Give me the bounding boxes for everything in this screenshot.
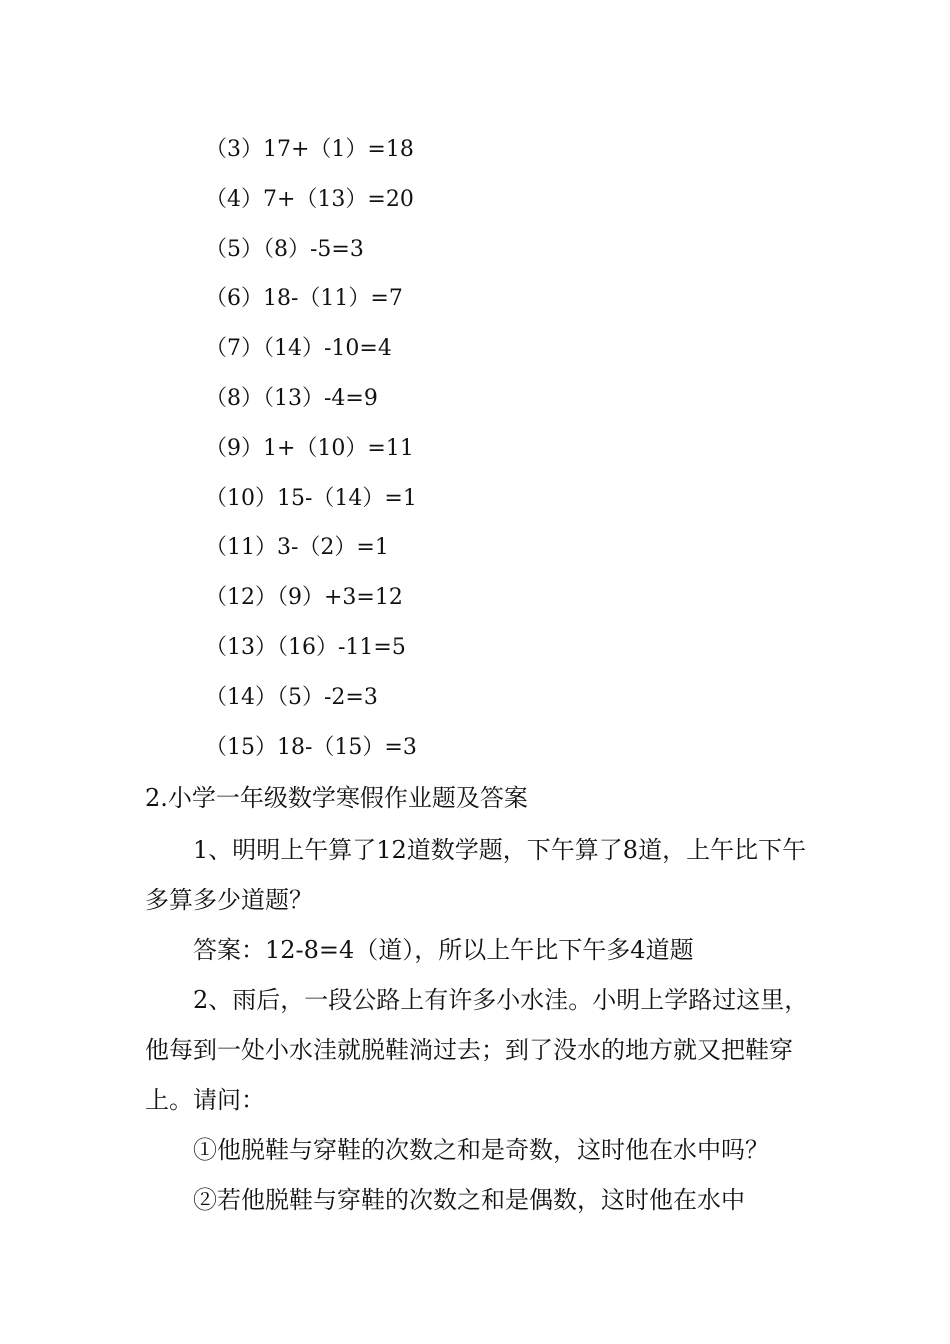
equation-line: （8）（13）-4=9 bbox=[205, 385, 378, 411]
equation-line: （7）（14）-10=4 bbox=[205, 336, 392, 362]
equation-line: （12）（9）+3=12 bbox=[205, 585, 403, 611]
section-heading: 2.小学一年级数学寒假作业题及答案 bbox=[145, 784, 528, 812]
section-homework bbox=[145, 775, 810, 1225]
equation-line: （5）（8）-5=3 bbox=[205, 236, 364, 262]
equation-line: （11）3-（2）=1 bbox=[205, 535, 389, 561]
equation-list bbox=[205, 128, 765, 775]
equation-line: （9）1+（10）=11 bbox=[205, 435, 414, 461]
question-1: 1、明明上午算了12道数学题，下午算了8道，上午比下午多算多少道题？ bbox=[145, 836, 807, 914]
equation-line: （13）（16）-11=5 bbox=[205, 634, 406, 660]
equation-line: （10）15-（14）=1 bbox=[205, 485, 417, 511]
equation-line: （3）17+（1）=18 bbox=[205, 137, 414, 162]
equation-line: （4）7+（13）=20 bbox=[205, 186, 414, 212]
equation-line: （14）（5）-2=3 bbox=[205, 684, 378, 710]
question-2-part-2: ②若他脱鞋与穿鞋的次数之和是偶数，这时他在水中 bbox=[193, 1186, 745, 1214]
equation-line: （15）18-（15）=3 bbox=[205, 734, 417, 760]
question-2: 2、雨后，一段公路上有许多小水洼。小明上学路过这里，他每到一处小水洼就脱鞋淌过去；到了没水的地方就又把鞋穿上。请问： bbox=[145, 986, 809, 1114]
question-2-part-1: ①他脱鞋与穿鞋的次数之和是奇数，这时他在水中吗？ bbox=[193, 1136, 769, 1164]
answer-1: 答案：12-8=4（道），所以上午比下午多4道题 bbox=[193, 936, 694, 964]
equation-line: （6）18-（11）=7 bbox=[205, 286, 403, 312]
